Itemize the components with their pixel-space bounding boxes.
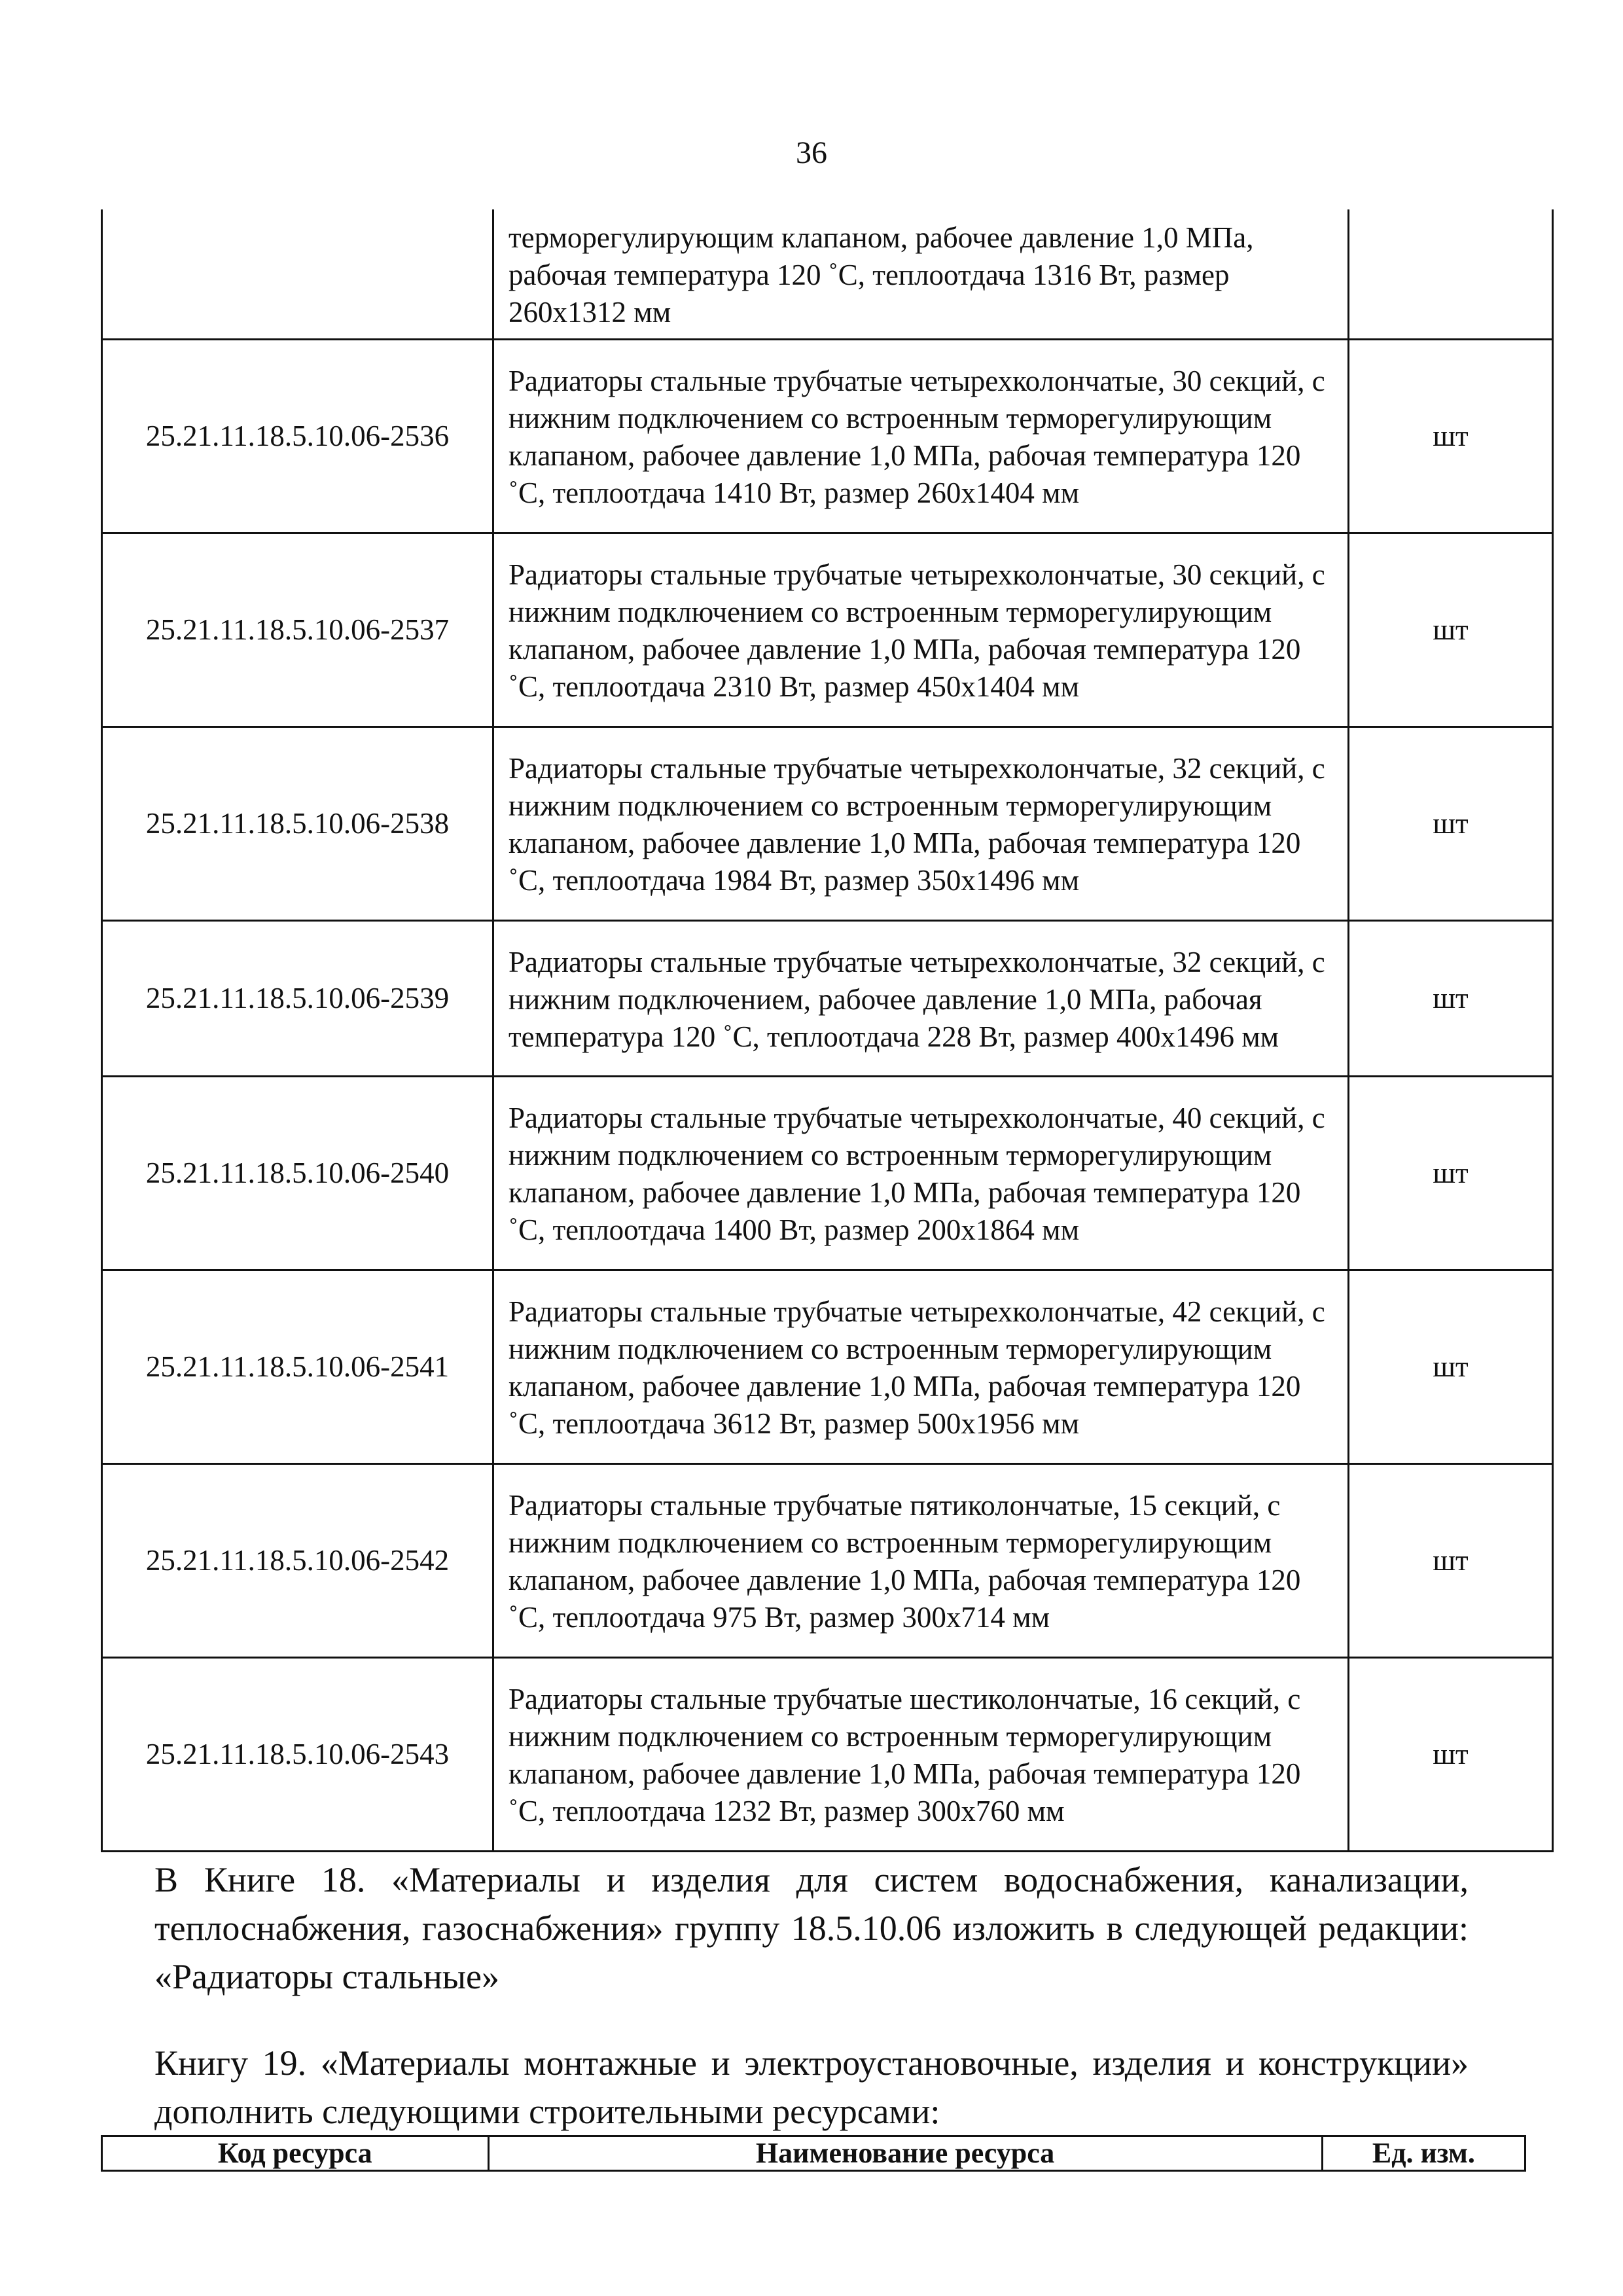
unit-cell: шт xyxy=(1349,726,1553,920)
resource-code-cell: 25.21.11.18.5.10.06-2540 xyxy=(102,1076,493,1270)
table-row xyxy=(102,1076,1553,1270)
resource-table xyxy=(101,209,1554,1852)
resource-code-cell xyxy=(102,209,493,339)
unit-cell: шт xyxy=(1349,920,1553,1076)
resource-name-cell: Радиаторы стальные трубчатые четырехколончатые, 30 секций, с нижним подключением со встроенным терморегулирующим клапаном, рабочее давление 1,0 МПа, рабочая температура 120 ˚С, теплоотдача 1410 Вт, размер 260х1404 мм xyxy=(493,339,1349,533)
header-name: Наименование ресурса xyxy=(488,2136,1322,2171)
header-code: Код ресурса xyxy=(102,2136,489,2171)
table-row xyxy=(102,339,1553,533)
table-row xyxy=(102,209,1553,339)
unit-cell: шт xyxy=(1349,533,1553,726)
table-row xyxy=(102,1657,1553,1851)
header-row xyxy=(102,2136,1525,2171)
unit-cell: шт xyxy=(1349,1270,1553,1463)
resource-code-cell: 25.21.11.18.5.10.06-2543 xyxy=(102,1657,493,1851)
new-resource-table-header xyxy=(101,2135,1526,2172)
resource-name-cell: Радиаторы стальные трубчатые четырехколончатые, 40 секций, с нижним подключением со встроенным терморегулирующим клапаном, рабочее давление 1,0 МПа, рабочая температура 120 ˚С, теплоотдача 1400 Вт, размер 200х1864 мм xyxy=(493,1076,1349,1270)
resource-code-cell: 25.21.11.18.5.10.06-2542 xyxy=(102,1463,493,1657)
header-unit: Ед. изм. xyxy=(1322,2136,1525,2171)
paragraph-book-18: В Книге 18. «Материалы и изделия для систем водоснабжения, канализации, теплоснабжения, газоснабжения» группу 18.5.10.06 изложить в следующей редакции: «Радиаторы стальные» xyxy=(154,1860,1469,1996)
resource-code-cell: 25.21.11.18.5.10.06-2541 xyxy=(102,1270,493,1463)
table-row xyxy=(102,1463,1553,1657)
resource-table-body xyxy=(102,209,1553,1851)
resource-code-cell: 25.21.11.18.5.10.06-2538 xyxy=(102,726,493,920)
table-row xyxy=(102,1270,1553,1463)
page-number: 36 xyxy=(796,135,827,170)
unit-cell: шт xyxy=(1349,339,1553,533)
table-row xyxy=(102,533,1553,726)
resource-name-cell: терморегулирующим клапаном, рабочее давление 1,0 МПа, рабочая температура 120 ˚С, теплоотдача 1316 Вт, размер 260х1312 мм xyxy=(493,209,1349,339)
resource-code-cell: 25.21.11.18.5.10.06-2537 xyxy=(102,533,493,726)
resource-code-cell: 25.21.11.18.5.10.06-2536 xyxy=(102,339,493,533)
table-row xyxy=(102,920,1553,1076)
table-row xyxy=(102,726,1553,920)
unit-cell xyxy=(1349,209,1553,339)
resource-name-cell: Радиаторы стальные трубчатые четырехколончатые, 30 секций, с нижним подключением со встроенным терморегулирующим клапаном, рабочее давление 1,0 МПа, рабочая температура 120 ˚С, теплоотдача 2310 Вт, размер 450х1404 мм xyxy=(493,533,1349,726)
resource-name-cell: Радиаторы стальные трубчатые шестиколончатые, 16 секций, с нижним подключением со встроенным терморегулирующим клапаном, рабочее давление 1,0 МПа, рабочая температура 120 ˚С, теплоотдача 1232 Вт, размер 300х760 мм xyxy=(493,1657,1349,1851)
unit-cell: шт xyxy=(1349,1463,1553,1657)
resource-code-cell: 25.21.11.18.5.10.06-2539 xyxy=(102,920,493,1076)
paragraph-book-19: Книгу 19. «Материалы монтажные и электроустановочные, изделия и конструкции» дополнить следующими строительными ресурсами: xyxy=(154,2043,1469,2131)
resource-name-cell: Радиаторы стальные трубчатые четырехколончатые, 32 секций, с нижним подключением со встроенным терморегулирующим клапаном, рабочее давление 1,0 МПа, рабочая температура 120 ˚С, теплоотдача 1984 Вт, размер 350х1496 мм xyxy=(493,726,1349,920)
unit-cell: шт xyxy=(1349,1657,1553,1851)
unit-cell: шт xyxy=(1349,1076,1553,1270)
resource-name-cell: Радиаторы стальные трубчатые пятиколончатые, 15 секций, с нижним подключением со встроенным терморегулирующим клапаном, рабочее давление 1,0 МПа, рабочая температура 120 ˚С, теплоотдача 975 Вт, размер 300х714 мм xyxy=(493,1463,1349,1657)
resource-name-cell: Радиаторы стальные трубчатые четырехколончатые, 32 секций, с нижним подключением, рабочее давление 1,0 МПа, рабочая температура 120 ˚С, теплоотдача 228 Вт, размер 400х1496 мм xyxy=(493,920,1349,1076)
resource-name-cell: Радиаторы стальные трубчатые четырехколончатые, 42 секций, с нижним подключением со встроенным терморегулирующим клапаном, рабочее давление 1,0 МПа, рабочая температура 120 ˚С, теплоотдача 3612 Вт, размер 500х1956 мм xyxy=(493,1270,1349,1463)
